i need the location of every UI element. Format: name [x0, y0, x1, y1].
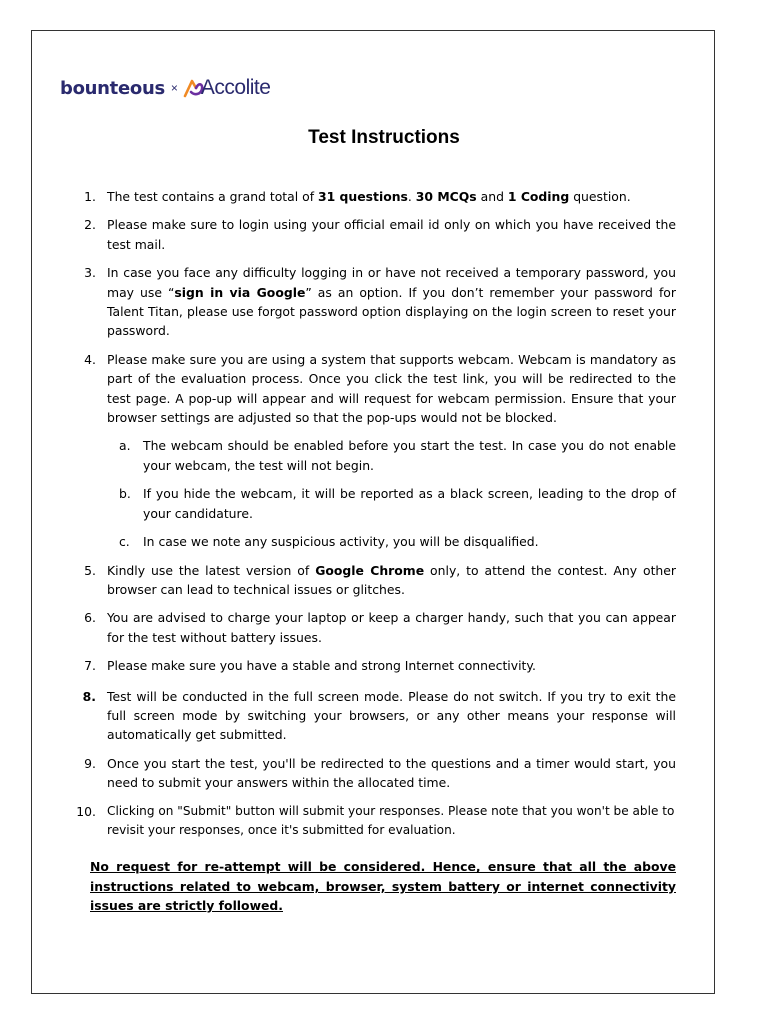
- sub-item-a: [115, 436, 676, 475]
- logo-accolite-text: Accolite: [200, 76, 271, 99]
- text-run: Kindly use the latest version of: [107, 562, 316, 578]
- list-item-2: [70, 215, 676, 254]
- page-title: Test Instructions: [308, 127, 460, 148]
- item-number: 8.: [82, 688, 96, 704]
- text-run: In case you face any difficulty logging in or have not received a temporary password, you may use “: [107, 265, 676, 300]
- text-bold: 31 questions: [318, 189, 408, 204]
- item-text: Clicking on "Submit" button will submit your responses. Please note that you won't be able to revisit your responses, once it's submitted for evaluation.: [107, 803, 675, 837]
- company-logo: [60, 76, 270, 100]
- list-item-7: [70, 656, 676, 675]
- item-text: [96, 187, 676, 206]
- sub-item-letter: c.: [119, 534, 130, 550]
- sub-item-text: The webcam should be enabled before you start the test. In case you do not enable your webcam, the test will not begin.: [143, 438, 676, 473]
- text-bold: 1 Coding: [507, 189, 570, 204]
- list-item-10: [70, 802, 676, 841]
- item-number: 4.: [84, 351, 96, 367]
- list-item-3: [70, 263, 676, 341]
- list-item-1: [70, 187, 676, 206]
- text-run: .: [407, 189, 416, 204]
- text-run: The test contains a grand total of: [107, 189, 318, 204]
- item-text: Please make sure to login using your official email id only on which you have received the test mail.: [107, 217, 676, 252]
- item-text: You are advised to charge your laptop or keep a charger handy, such that you can appear for the test without battery issues.: [107, 610, 676, 645]
- sub-item-letter: a.: [119, 438, 131, 454]
- item-text: Please make sure you are using a system that supports webcam. Webcam is mandatory as part of the evaluation process. Once you click the test link, you will be redirected to the test page. A pop-up will appear and will request for webcam permission. Ensure that your browser settings are adjusted so that the pop-ups would not be blocked.: [107, 351, 676, 426]
- logo-separator: ×: [170, 81, 178, 95]
- item-text: [96, 263, 676, 341]
- item-text: [96, 561, 676, 600]
- item-number: 10.: [76, 803, 96, 819]
- list-item-5: [70, 561, 676, 600]
- text-run: question.: [569, 189, 631, 204]
- item-number: 1.: [84, 189, 96, 204]
- list-item-6: [70, 608, 676, 647]
- item-number: 2.: [84, 217, 96, 233]
- warning-note: No request for re-attempt will be considered. Hence, ensure that all the above instructions related to webcam, browser, system battery or internet connectivity issues are strictly followed.: [90, 859, 676, 914]
- item-number: 9.: [84, 755, 96, 771]
- item-text: Once you start the test, you'll be redirected to the questions and a timer would start, you need to submit your answers within the allocated time.: [107, 755, 676, 791]
- sub-item-text: If you hide the webcam, it will be reported as a black screen, leading to the drop of your candidature.: [143, 486, 676, 521]
- list-item-9: [70, 754, 676, 793]
- sub-item-b: [115, 484, 676, 523]
- item-text: Test will be conducted in the full screen mode. Please do not switch. If you try to exit the full screen mode by switching your browsers, or any other means your response will automatically get submitted.: [107, 688, 676, 743]
- sub-item-text: In case we note any suspicious activity, you will be disqualified.: [143, 534, 539, 550]
- text-bold: sign in via Google: [174, 284, 306, 300]
- list-item-4: [70, 350, 676, 428]
- item-number: 7.: [84, 658, 96, 674]
- sub-item-c: [115, 532, 676, 551]
- list-item-8: [70, 687, 676, 745]
- text-run: only, to attend the contest. Any other browser can lead to technical issues or glitches.: [107, 562, 676, 597]
- item-number: 5.: [84, 562, 96, 578]
- item-number: 6.: [84, 610, 96, 626]
- sub-item-letter: b.: [119, 486, 131, 502]
- item-number: 3.: [84, 265, 96, 281]
- text-bold: Google Chrome: [315, 562, 425, 578]
- logo-bounteous: bounteous: [60, 77, 165, 99]
- logo-accolite: [182, 76, 271, 100]
- item-text: Please make sure you have a stable and strong Internet connectivity.: [107, 658, 536, 674]
- text-run: ” as an option. If you don’t remember your password for Talent Titan, please use forgot password option displaying on the login screen to reset your password.: [107, 284, 676, 339]
- instructions-list: [70, 187, 676, 916]
- text-bold: 30 MCQs: [415, 189, 477, 204]
- text-run: and: [476, 189, 508, 204]
